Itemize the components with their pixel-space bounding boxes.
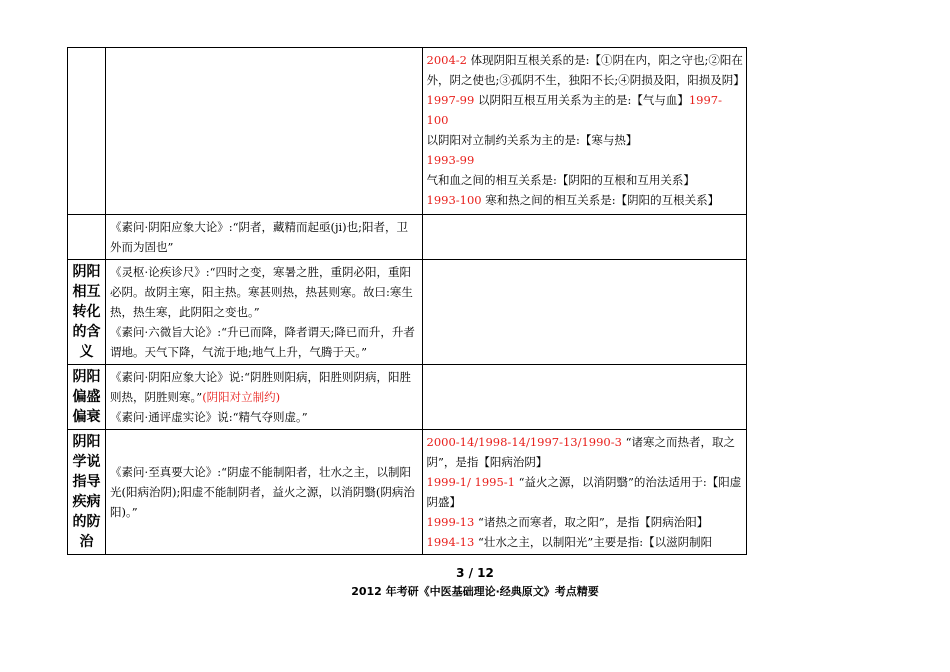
topic-heading: 阴阳相互转化的含义: [68, 260, 106, 365]
exam-text: 以阴阳对立制约关系为主的是:【寒与热】: [426, 133, 638, 147]
content-table: [67, 47, 747, 555]
exam-ref: 1993-100: [426, 193, 482, 207]
exam-ref: 2000-14/1998-14/1997-13/1990-3: [426, 435, 622, 449]
exam-ref: 1999-1/ 1995-1: [426, 475, 515, 489]
exam-ref: 1997-100: [426, 93, 722, 127]
quote-text: 《素问·阴阳应象大论》说:“阴胜则阳病，阳胜则阴病，阳胜则热，阴胜则寒。”: [110, 370, 411, 404]
table-row: [68, 365, 747, 430]
quote-cell: [106, 215, 422, 260]
exam-text: 以阴阳互根互用关系为主的是:【气与血】: [474, 93, 689, 107]
topic-cell: [68, 215, 106, 260]
exam-text: 体现阴阳互根关系的是:【①阴在内，阳之守也;②阳在外，阴之使也;③孤阴不生，独阳不长;④阴损及阳，阳损及阴】: [426, 53, 745, 87]
exam-item: [427, 130, 744, 150]
exam-text: 寒和热之间的相互关系是:【阴阳的互根关系】: [481, 193, 720, 207]
page-number: 3 / 12: [456, 566, 494, 580]
quote-text: 《灵枢·论疾诊尺》:“四时之变，寒暑之胜，重阴必阳，重阳必阴。故阴主寒，阳主热。寒甚则热，热甚则寒。故曰:寒生热，热生寒，此阴阳之变也。”: [110, 265, 413, 319]
exam-text: “诸热之而寒者，取之阳”，是指【阴病治阳】: [474, 515, 709, 529]
quote-text: 《素问·通评虚实论》说:“精气夺则虚。”: [110, 410, 308, 424]
quote-item: [110, 367, 418, 407]
quote-text: 《素问·阴阳应象大论》:“阴者，藏精而起亟(ji)也;阳者，卫外而为固也”: [110, 220, 409, 254]
exam-ref: 1999-13: [426, 515, 475, 529]
exam-ref: 1997-99: [426, 93, 475, 107]
table-row: [68, 48, 747, 215]
exam-cell: [422, 365, 747, 430]
exam-text: 气和血之间的相互关系是:【阴阳的互根和互用关系】: [426, 173, 695, 187]
topic-cell: [68, 48, 106, 215]
exam-item: [427, 472, 744, 512]
exam-text: “壮水之主，以制阳光”主要是指:【以滋阴制阳: [474, 535, 713, 549]
table-row: [68, 260, 747, 365]
exam-item: [427, 150, 744, 190]
quote-cell: [106, 365, 422, 430]
exam-item: [427, 532, 744, 552]
exam-cell: [422, 215, 747, 260]
exam-item: [427, 432, 744, 472]
exam-ref: 2004-2: [426, 53, 467, 67]
exam-text: “益火之源，以消阴翳”的治法适用于:【阳虚阴盛】: [426, 475, 742, 509]
table-row: [68, 430, 747, 555]
quote-text: 《素问·至真要大论》:“阴虚不能制阳者，壮水之主，以制阳光(阳病治阴);阳虚不能制阴者，益火之源，以消阴翳(阴病治阳)。”: [110, 465, 415, 519]
exam-item: [427, 512, 744, 532]
quote-note: (阴阳对立制约): [202, 390, 281, 404]
quote-cell: [106, 430, 422, 555]
exam-item: [427, 50, 744, 90]
table-row: [68, 215, 747, 260]
topic-heading: 阴阳偏盛偏衰: [68, 365, 106, 430]
exam-ref: 1994-13: [426, 535, 475, 549]
exam-ref: 1993-99: [426, 153, 475, 167]
quote-text: 《素问·六微旨大论》:“升已而降，降者谓天;降已而升，升者谓地。天气下降，气流于地;地气上升，气腾于天。”: [110, 325, 415, 359]
exam-text: “诸寒之而热者，取之阴”，是指【阳病治阴】: [426, 435, 735, 469]
exam-cell: [422, 430, 747, 555]
exam-cell: [422, 260, 747, 365]
quote-cell: [106, 260, 422, 365]
exam-item: [427, 90, 744, 130]
exam-cell: [422, 48, 747, 215]
footer-title: 2012 年考研《中医基础理论·经典原文》考点精要: [351, 585, 599, 598]
exam-item: [427, 190, 744, 210]
topic-heading: 阴阳学说指导疾病的防治: [68, 430, 106, 555]
quote-cell: [106, 48, 422, 215]
